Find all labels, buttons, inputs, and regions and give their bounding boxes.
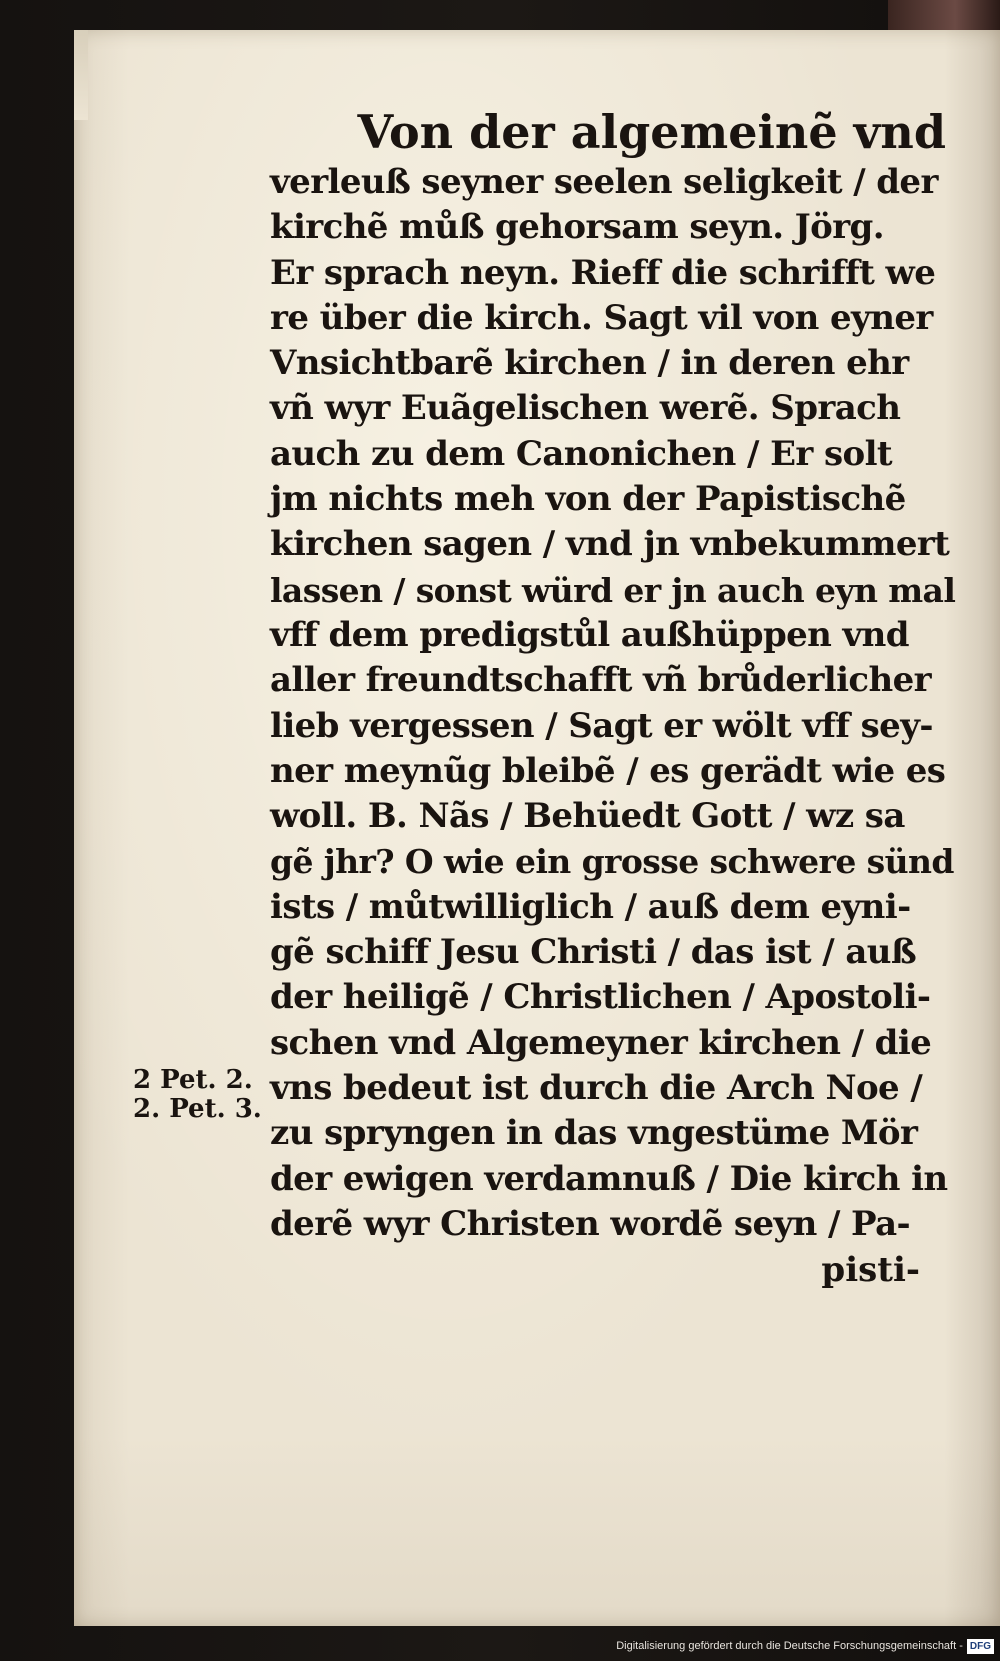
text-line: re über die kirch. Sagt vil von eyner (270, 297, 933, 338)
marginal-notes (133, 1066, 263, 1124)
dfg-logo: DFG (967, 1639, 994, 1654)
text-line: Vnsichtbarẽ kirchen / in deren ehr (270, 343, 909, 384)
text-line: derẽ wyr Christen wordẽ seyn / Pa- (270, 1203, 911, 1244)
text-line: verleuß seyner seelen seligkeit / der (270, 162, 938, 202)
text-line: ists / můtwilliglich / auß dem eyni- (270, 886, 911, 927)
marginal-note: 2 Pet. 2. (133, 1065, 253, 1095)
page-fold-corner (74, 30, 88, 120)
running-head: Von der algemeinẽ vnd (357, 105, 946, 159)
text-line: ner meynũg bleibẽ / es gerädt wie es (270, 750, 946, 791)
text-line: lassen / sonst würd er jn auch eyn mal (270, 570, 956, 610)
text-line: aller freundtschafft vñ brůderlicher (270, 660, 931, 701)
text-line: gẽ jhr? O wie ein grosse schwere sünd (270, 842, 954, 882)
credit-text: Digitalisierung gefördert durch die Deutsche Forschungsgemeinschaft - (616, 1640, 963, 1652)
text-line: schen vnd Algemeyner kirchen / die (270, 1022, 932, 1063)
text-line: jm nichts meh von der Papistischẽ (270, 479, 906, 520)
catchword: pisti- (821, 1250, 920, 1291)
text-lines (270, 160, 960, 1247)
text-line: vñ wyr Euãgelischen werẽ. Sprach (270, 388, 901, 429)
marginal-note-list (133, 1066, 263, 1124)
text-line: vff dem predigstůl außhüppen vnd (270, 614, 909, 655)
text-line: Er sprach neyn. Rieff die schrifft we (270, 252, 936, 293)
text-line: der ewigen verdamnuß / Die kirch in (270, 1158, 948, 1199)
marginal-note: 2. Pet. 3. (133, 1094, 262, 1124)
text-line: lieb vergessen / Sagt er wölt vff sey- (270, 705, 933, 746)
text-line: der heiligẽ / Christlichen / Apostoli- (270, 977, 931, 1018)
text-line: woll. B. Nãs / Behüedt Gott / wz sa (270, 796, 905, 837)
text-line: auch zu dem Canonichen / Er solt (270, 433, 892, 474)
digitization-credit (616, 1637, 994, 1655)
text-line: kirchen sagen / vnd jn vnbekummert (270, 524, 950, 565)
text-line: zu spryngen in das vngestüme Mör (270, 1113, 918, 1154)
text-line: gẽ schiff Jesu Christi / das ist / auß (270, 932, 917, 973)
text-line: kirchẽ můß gehorsam seyn. Jörg. (270, 207, 884, 248)
text-line: vns bedeut ist durch die Arch Noe / (270, 1067, 923, 1108)
page-text-block (270, 104, 960, 1293)
